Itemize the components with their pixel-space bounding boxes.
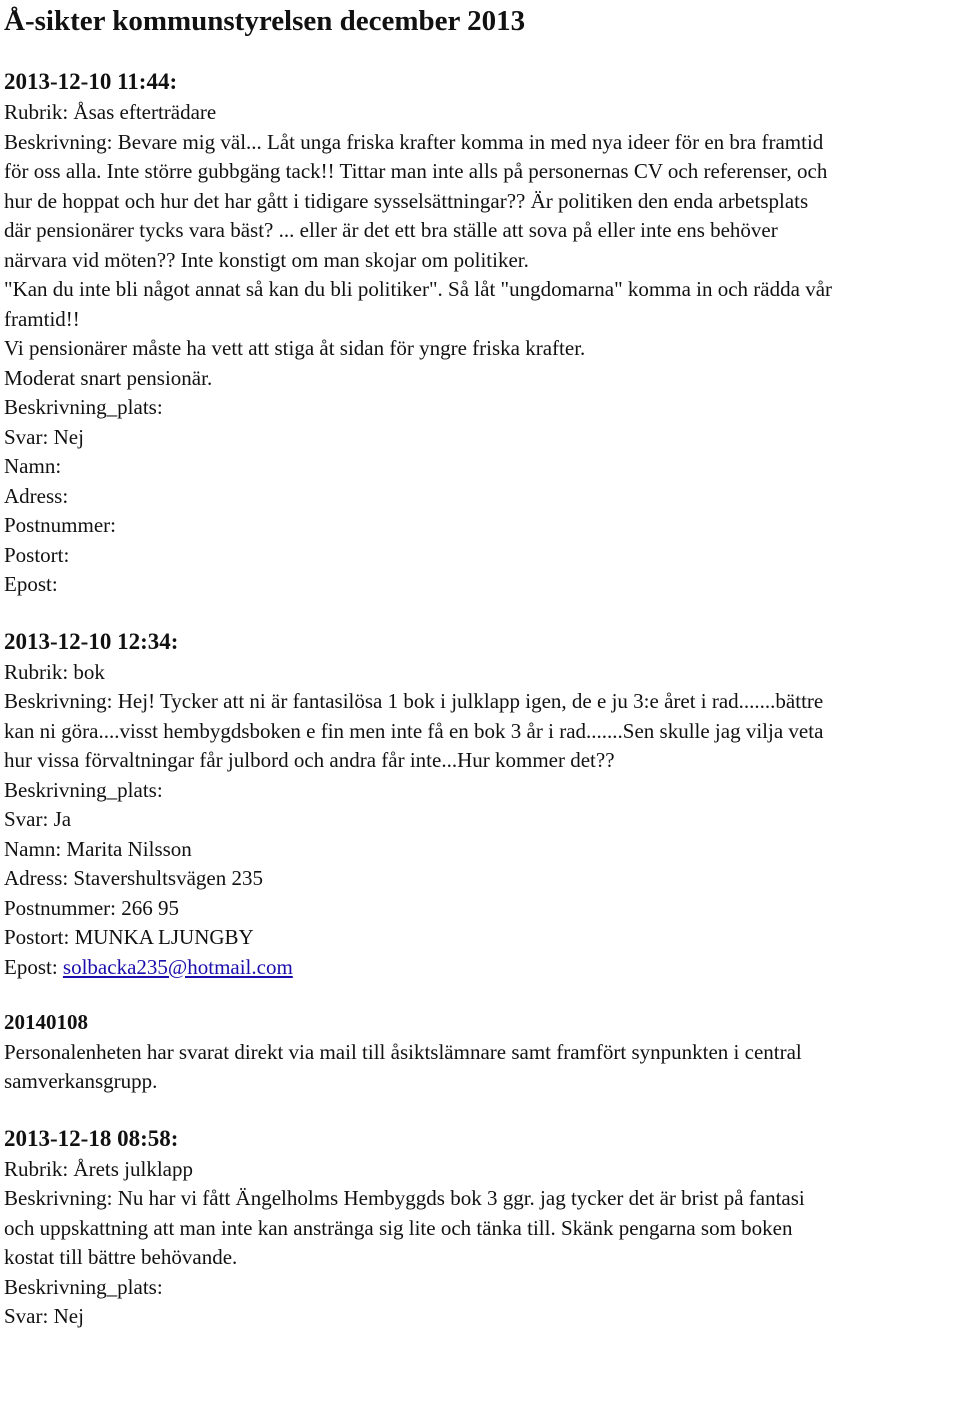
entry-svar: Svar: Ja	[4, 807, 72, 831]
response-date: 20140108	[4, 1010, 88, 1034]
epost-label: Epost:	[4, 954, 58, 979]
entry-epost	[4, 953, 956, 983]
entry-date: 2013-12-18 08:58:	[4, 1125, 179, 1151]
entry-2	[4, 626, 956, 983]
page-title: Å-sikter kommunstyrelsen december 2013	[4, 5, 526, 37]
response-text: Personalenheten har svarat direkt via mail till åsiktslämnare samt framfört synpunkten i central samverkansgrupp.	[4, 1039, 802, 1093]
entry-beskrivning-plats: Beskrivning_plats:	[4, 1274, 163, 1299]
entry-beskrivning: Beskrivning: Hej! Tycker att ni är fantasilösa 1 bok i julklapp igen, de e ju 3:e året i rad.......bättre kan ni göra....visst hembygdsboken e fin men inte få en bok 3 år i rad.......Sen skulle jag vilja veta hur vissa förvaltningar får julbord och andra får inte...Hur kommer det??	[4, 689, 824, 772]
entry-namn: Namn:	[4, 454, 62, 478]
entry-beskrivning-plats: Beskrivning_plats:	[4, 777, 163, 802]
entry-epost: Epost:	[4, 572, 58, 596]
entry-namn: Namn: Marita Nilsson	[4, 836, 192, 861]
entry-extra-line: Vi pensionärer måste ha vett att stiga åt sidan för yngre friska krafter.	[4, 336, 586, 360]
entry-rubrik: Rubrik: Åsas efterträdare	[4, 100, 217, 124]
entry-rubrik: Rubrik: Årets julklapp	[4, 1156, 193, 1181]
entry-3	[4, 1123, 956, 1332]
entry-postnummer: Postnummer: 266 95	[4, 895, 180, 920]
entry-beskrivning: Beskrivning: Bevare mig väl... Låt unga friska krafter komma in med nya ideer för en bra framtid för oss alla. Inte större gubbgäng tack!! Tittar man inte alls på personernas CV och referenser, och hur de hoppat och hur det har gått i tidigare sysselsättningar?? Är politiken den enda arbetsplats där pensionärer tycks vara bäst? ... eller är det ett bra ställe att sova på eller inte ens behöver närvara vid möten?? Inte konstigt om man skojar om politiker.	[4, 129, 828, 272]
entry-svar: Svar: Nej	[4, 1304, 84, 1328]
entry-beskrivning-plats: Beskrivning_plats:	[4, 395, 163, 419]
entry-adress: Adress:	[4, 483, 69, 508]
entry-date: 2013-12-10 11:44:	[4, 69, 178, 94]
entry-postort: Postort: MUNKA LJUNGBY	[4, 925, 254, 949]
entry-adress: Adress: Stavershultsvägen 235	[4, 866, 263, 890]
entry-date: 2013-12-10 12:34:	[4, 628, 179, 654]
entry-extra-line: "Kan du inte bli något annat så kan du bli politiker". Så låt "ungdomarna" komma in och rädda vår framtid!!	[4, 277, 833, 331]
email-link[interactable]: solbacka235@hotmail.com	[62, 954, 293, 979]
entry-svar: Svar: Nej	[4, 424, 84, 449]
entry-beskrivning: Beskrivning: Nu har vi fått Ängelholms Hembyggds bok 3 ggr. jag tycker det är brist på fantasi och uppskattning att man inte kan anstränga sig lite och tänka till. Skänk pengarna som boken kostat till bättre behövande.	[4, 1186, 805, 1269]
entry-extra-line: Moderat snart pensionär.	[4, 365, 213, 390]
entry-postnummer: Postnummer:	[4, 513, 117, 537]
entry-postort: Postort:	[4, 542, 70, 567]
entry-1	[4, 66, 956, 600]
response	[4, 1008, 956, 1097]
entry-rubrik: Rubrik: bok	[4, 659, 105, 684]
